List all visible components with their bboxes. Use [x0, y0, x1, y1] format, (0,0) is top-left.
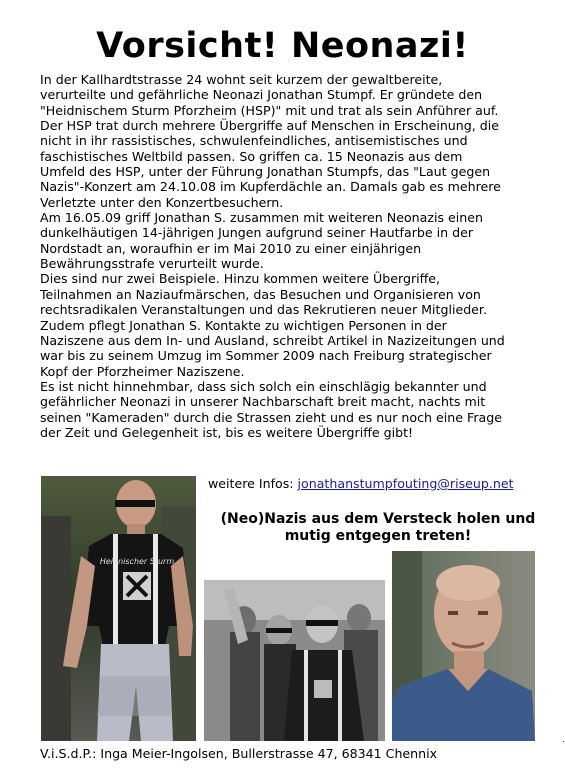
info-label: weitere Infos:: [208, 476, 298, 491]
body-line: Nazis"-Konzert am 24.10.08 im Kupferdächle an. Damals gab es mehrere: [40, 179, 501, 195]
shirt-text: Heidnischer Sturm: [99, 557, 175, 566]
imprint-footer: V.i.S.d.P.: Inga Meier-Ingolsen, Bullerstrasse 47, 68341 Chennix: [40, 746, 438, 761]
body-line: Zudem pflegt Jonathan S. Kontakte zu wichtigen Personen in der: [40, 317, 447, 333]
body-line: rechtsradikalen Veranstaltungen und das Rekrutieren neuer Mitglieder.: [40, 302, 487, 318]
photo-march-group: [204, 580, 385, 741]
body-line: Dies sind nur zwei Beispiele. Hinzu kommen weitere Übergriffe,: [40, 271, 441, 287]
body-line: dunkelhäutigen 14-jährigen Jungen aufgrund seiner Hautfarbe in der: [40, 225, 474, 241]
slogan-line-2: mutig entgegen treten!: [284, 528, 472, 544]
photo-man-standing: [41, 476, 196, 741]
body-line: In der Kallhardtstrasse 24 wohnt seit kurzem der gewaltbereite,: [40, 72, 443, 87]
photo-head-closeup: [392, 551, 535, 741]
body-line: faschistisches Weltbild passen. So griffen ca. 15 Neonazis aus dem: [40, 148, 463, 164]
body-line: Der HSP trat durch mehrere Übergriffe auf Menschen in Erscheinung, die: [40, 118, 500, 134]
body-line: "Heidnischem Sturm Pforzheim (HSP)" mit und trat als sein Anführer auf.: [40, 102, 499, 118]
body-line: Naziszene aus dem In- und Ausland, schreibt Artikel in Nazizeitungen und: [40, 332, 505, 348]
body-line: verurteilte und gefährliche Neonazi Jonathan Stumpf. Er gründete den: [40, 87, 483, 103]
body-line: war bis zu seinem Umzug im Sommer 2009 nach Freiburg strategischer: [40, 348, 492, 364]
body-line: Nordstadt an, woraufhin er im Mai 2010 zu einer einjährigen: [40, 240, 422, 256]
body-line: gefährlicher Neonazi in unserer Nachbarschaft breit macht, nachts mit: [40, 394, 486, 410]
info-email-link[interactable]: jonathanstumpfouting@riseup.net: [297, 476, 514, 491]
body-line: Bewährungsstrafe verurteilt wurde.: [40, 256, 264, 272]
body-line: seinen "Kameraden" durch die Strassen zieht und es nur noch eine Frage: [40, 409, 502, 425]
body-line: Verletzte unter den Konzertbesuchern.: [40, 194, 284, 210]
slogan: [198, 511, 558, 545]
flyer-title: Vorsicht! Neonazi!: [96, 26, 469, 66]
body-line: Am 16.05.09 griff Jonathan S. zusammen mit weiteren Neonazis einen: [40, 210, 483, 226]
body-line: nicht in ihr rassistisches, schwulenfeindliches, antisemistisches und: [40, 133, 468, 149]
body-line: Kopf der Pforzheimer Naziszene.: [40, 363, 245, 379]
slogan-line-1: (Neo)Nazis aus dem Versteck holen und: [220, 511, 536, 527]
stray-mark: [563, 741, 564, 742]
body-line: Umfeld des HSP, unter der Führung Jonathan Stumpfs, das "Laut gegen: [40, 164, 491, 180]
body-line: der Zeit und Gelegenheit ist, bis es weitere Übergriffe gibt!: [40, 424, 414, 440]
body-line: Es ist nicht hinnehmbar, dass sich solch ein einschlägig bekannter und: [40, 378, 487, 394]
info-line: [208, 476, 514, 492]
flyer-body-text: [40, 72, 560, 440]
body-line: Teilnahmen an Naziaufmärschen, das Besuchen und Organisieren von: [40, 286, 481, 302]
